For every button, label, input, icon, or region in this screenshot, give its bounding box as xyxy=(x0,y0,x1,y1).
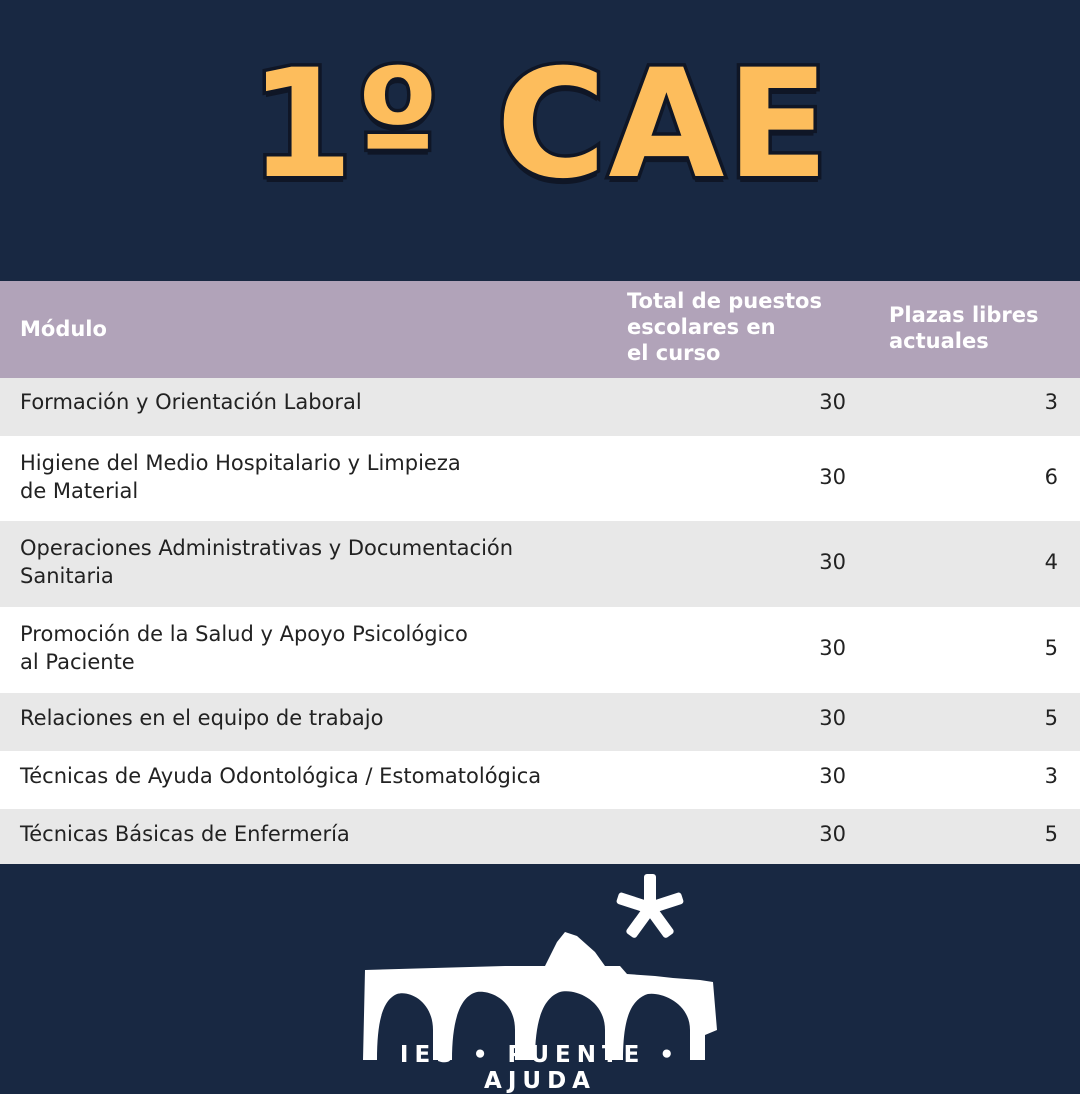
module-name-line1: Operaciones Administrativas y Documentación xyxy=(20,536,514,560)
module-name-line2: al Paciente xyxy=(20,650,135,674)
logo-text: IES • PUENTE • AJUDA xyxy=(399,1042,681,1094)
module-name-line1: Formación y Orientación Laboral xyxy=(20,390,362,414)
total-value: 30 xyxy=(819,706,846,730)
table-row xyxy=(0,378,1080,436)
header-libres-line1: Plazas libres xyxy=(889,303,1039,327)
module-name xyxy=(20,820,580,848)
header-libres xyxy=(889,302,1074,354)
module-name xyxy=(20,534,580,590)
libres-value: 3 xyxy=(1044,390,1058,414)
module-name xyxy=(20,762,580,790)
table-row xyxy=(0,607,1080,693)
libres-value: 5 xyxy=(1044,636,1058,660)
module-name-line1: Técnicas de Ayuda Odontológica / Estomatológica xyxy=(20,764,542,788)
table-row xyxy=(0,521,1080,607)
table-header xyxy=(0,281,1080,378)
total-value: 30 xyxy=(819,636,846,660)
table-row xyxy=(0,809,1080,864)
total-value: 30 xyxy=(819,550,846,574)
header-total-line3: el curso xyxy=(627,341,721,365)
module-name-line2: Sanitaria xyxy=(20,564,114,588)
total-value: 30 xyxy=(819,390,846,414)
table-row xyxy=(0,751,1080,809)
page-title: 1º CAE xyxy=(249,38,831,212)
module-name xyxy=(20,620,580,676)
module-name-line1: Promoción de la Salud y Apoyo Psicológico xyxy=(20,622,468,646)
module-name xyxy=(20,388,580,416)
libres-value: 5 xyxy=(1044,822,1058,846)
header-total-line2: escolares en xyxy=(627,315,776,339)
total-value: 30 xyxy=(819,465,846,489)
module-name xyxy=(20,449,580,505)
header-total xyxy=(627,288,867,366)
total-value: 30 xyxy=(819,822,846,846)
table-row xyxy=(0,693,1080,751)
total-value: 30 xyxy=(819,764,846,788)
module-name-line1: Técnicas Básicas de Enfermería xyxy=(20,822,350,846)
header-libres-line2: actuales xyxy=(889,329,989,353)
module-name-line1: Relaciones en el equipo de trabajo xyxy=(20,706,384,730)
header-modulo: Módulo xyxy=(20,317,107,341)
header-total-line1: Total de puestos xyxy=(627,289,822,313)
asterisk-icon xyxy=(616,874,684,939)
libres-value: 5 xyxy=(1044,706,1058,730)
module-name-line1: Higiene del Medio Hospitalario y Limpieza xyxy=(20,451,461,475)
modules-table xyxy=(0,281,1080,864)
libres-value: 4 xyxy=(1044,550,1058,574)
libres-value: 3 xyxy=(1044,764,1058,788)
table-row xyxy=(0,436,1080,521)
module-name xyxy=(20,704,580,732)
libres-value: 6 xyxy=(1044,465,1058,489)
module-name-line2: de Material xyxy=(20,479,139,503)
bridge-icon xyxy=(363,932,717,1060)
